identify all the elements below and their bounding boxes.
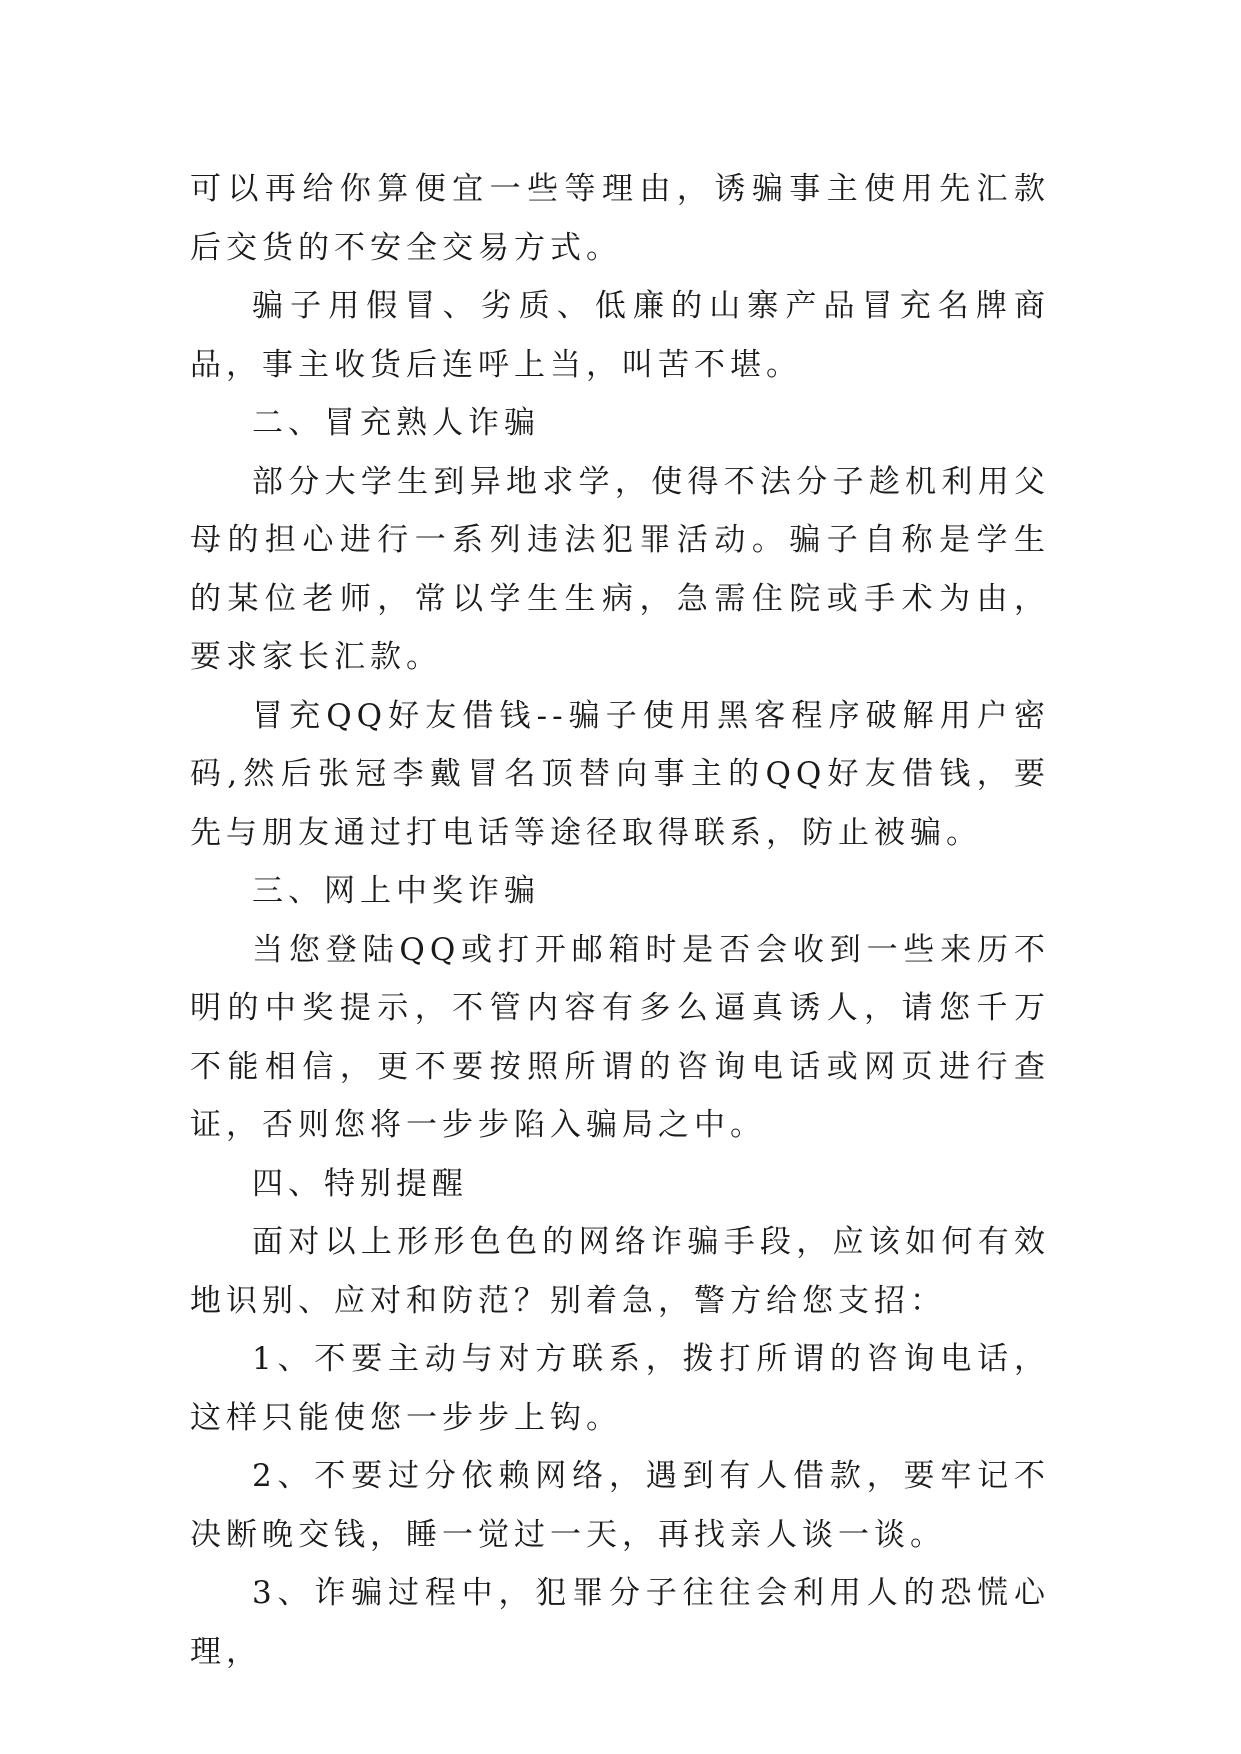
section-heading-3: 三、网上中奖诈骗 (252, 873, 540, 909)
paragraph-police-advice: 面对以上形形色色的网络诈骗手段，应该如何有效地识别、应对和防范？别着急，警方给您支招： (190, 1224, 1050, 1319)
list-item-2: 2、不要过分依赖网络，遇到有人借款，要牢记不决断晚交钱，睡一觉过一天，再找亲人谈一谈。 (190, 1458, 1050, 1553)
document-body (190, 160, 1050, 1681)
paragraph-qq-friend-scam: 冒充QQ好友借钱--骗子使用黑客程序破解用户密码,然后张冠李戴冒名顶替向事主的QQ好友借钱，要先与朋友通过打电话等途径取得联系，防止被骗。 (190, 697, 1050, 851)
section-heading-4: 四、特别提醒 (252, 1165, 468, 1202)
paragraph-continuation: 可以再给你算便宜一些等理由，诱骗事主使用先汇款后交货的不安全交易方式。 (190, 171, 1050, 266)
paragraph-prize-scam: 当您登陆QQ或打开邮箱时是否会收到一些来历不明的中奖提示，不管内容有多么逼真诱人，请您千万不能相信，更不要按照所谓的咨询电话或网页进行查证，否则您将一步步陷入骗局之中。 (190, 931, 1050, 1143)
paragraph-student-scam: 部分大学生到异地求学，使得不法分子趁机利用父母的担心进行一系列违法犯罪活动。骗子自称是学生的某位老师，常以学生生病，急需住院或手术为由，要求家长汇款。 (190, 463, 1050, 675)
list-item-1: 1、不要主动与对方联系，拨打所谓的咨询电话，这样只能使您一步步上钩。 (190, 1341, 1050, 1436)
section-heading-2: 二、冒充熟人诈骗 (252, 405, 540, 441)
list-item-3: 3、诈骗过程中，犯罪分子往往会利用人的恐慌心理， (190, 1575, 1050, 1670)
paragraph-counterfeit-goods: 骗子用假冒、劣质、低廉的山寨产品冒充名牌商品，事主收货后连呼上当，叫苦不堪。 (190, 288, 1050, 383)
